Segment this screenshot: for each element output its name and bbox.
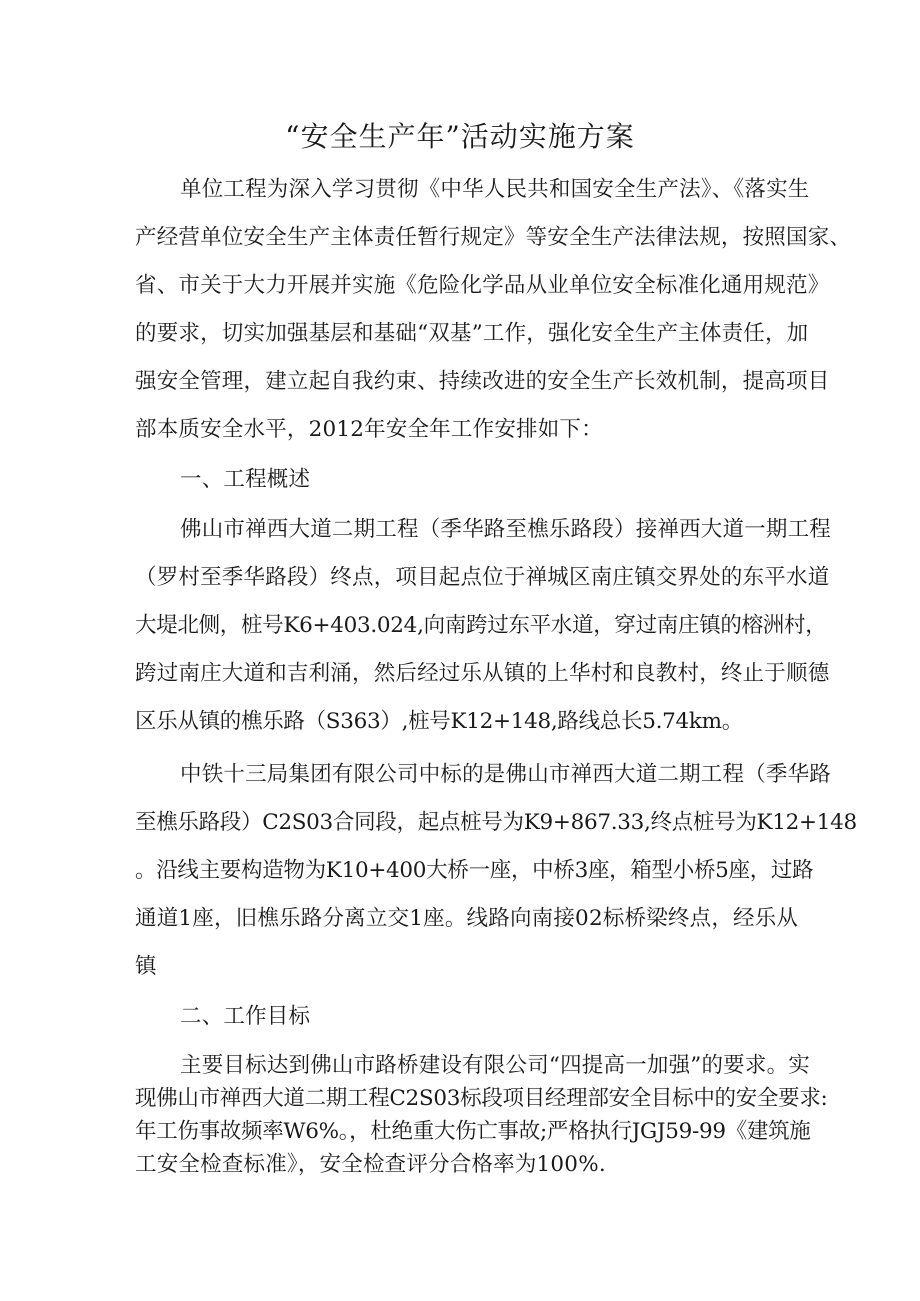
paragraph-overview-line: 区乐从镇的樵乐路（S363）,桩号K12+148,路线总长5.74km。 <box>135 709 743 734</box>
paragraph-goals-line: 工安全检查标准》，安全检查评分合格率为100%. <box>135 1152 606 1177</box>
paragraph-intro-line: 单位工程为深入学习贯彻《中华人民共和国安全生产法》、《落实生 <box>180 177 810 202</box>
paragraph-contract-line: 至樵乐路段）C2S03合同段，起点桩号为K9+867.33,终点桩号为K12+148 <box>135 810 857 835</box>
section-heading-goals: 二、工作目标 <box>180 1004 311 1029</box>
section-heading-overview: 一、工程概述 <box>180 467 311 492</box>
paragraph-intro-line: 省、市关于大力开展并实施《危险化学品从业单位安全标准化通用规范》 <box>135 273 830 298</box>
paragraph-contract-line: 。沿线主要构造物为K10+400大桥一座，中桥3座，箱型小桥5座，过路 <box>135 858 814 883</box>
paragraph-contract-line: 镇 <box>135 954 157 979</box>
paragraph-goals-line: 现佛山市禅西大道二期工程C2S03标段项目经理部安全目标中的安全要求: <box>135 1086 828 1111</box>
paragraph-contract-line: 中铁十三局集团有限公司中标的是佛山市禅西大道二期工程（季华路 <box>180 762 832 787</box>
paragraph-intro-line: 强安全管理，建立起自我约束、持续改进的安全生产长效机制，提高项目 <box>135 369 830 394</box>
document-title: “安全生产年”活动实施方案 <box>285 120 635 153</box>
paragraph-contract-line: 通道1座，旧樵乐路分离立交1座。线路向南接02标桥梁终点，经乐从 <box>135 906 799 931</box>
paragraph-intro-line: 部本质安全水平，2012年安全年工作安排如下： <box>135 417 603 442</box>
paragraph-overview-line: 大堤北侧，桩号K6+403.024,向南跨过东平水道，穿过南庄镇的榕洲村， <box>135 613 827 638</box>
paragraph-goals-line: 主要目标达到佛山市路桥建设有限公司“四提高一加强”的要求。实 <box>180 1053 810 1078</box>
paragraph-goals-line: 年工伤事故频率W6%。，杜绝重大伤亡事故;严格执行JGJ59-99《建筑施 <box>135 1119 811 1144</box>
paragraph-overview-line: 跨过南庄大道和吉利涌，然后经过乐从镇的上华村和良教村，终止于顺德 <box>135 661 830 686</box>
paragraph-intro-line: 产经营单位安全生产主体责任暂行规定》等安全生产法律法规，按照国家、 <box>135 225 852 250</box>
paragraph-overview-line: 佛山市禅西大道二期工程（季华路至樵乐路段）接禅西大道一期工程 <box>180 517 832 542</box>
paragraph-overview-line: （罗村至季华路段）终点，项目起点位于禅城区南庄镇交界处的东平水道 <box>135 565 830 590</box>
paragraph-intro-line: 的要求，切实加强基层和基础“双基”工作，强化安全生产主体责任，加 <box>135 321 809 346</box>
